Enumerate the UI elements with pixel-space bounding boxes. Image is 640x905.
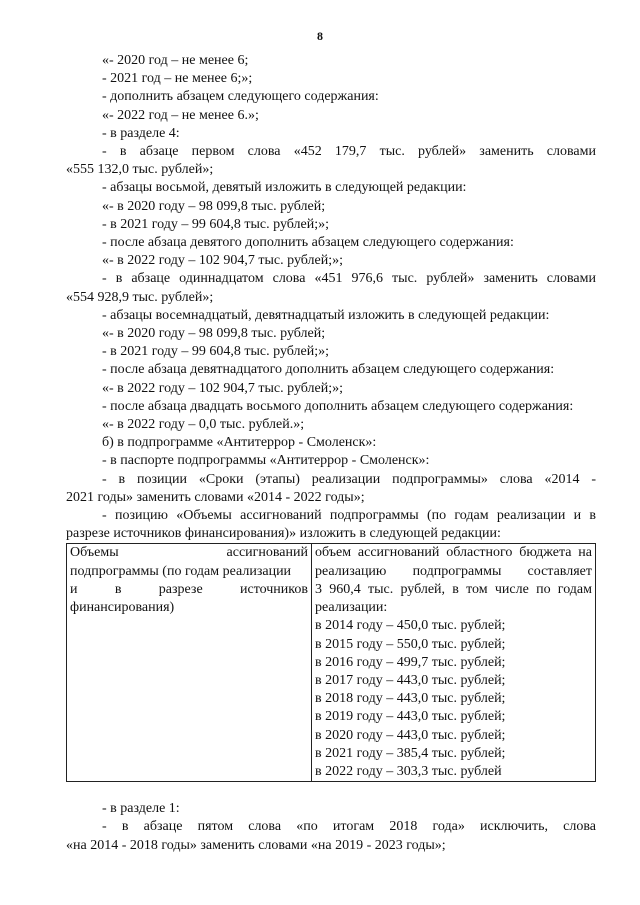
table-value-line: в 2021 году – 385,4 тыс. рублей; bbox=[315, 745, 506, 761]
paragraph: «- в 2020 году – 98 099,8 тыс. рублей; bbox=[102, 198, 326, 214]
paragraph: - после абзаца двадцать восьмого дополнить абзацем следующего содержания: bbox=[102, 398, 574, 414]
paragraph: - в абзаце пятом слова «по итогам 2018 года» исключить, слова bbox=[102, 819, 596, 835]
paragraph: - в 2021 году – 99 604,8 тыс. рублей;»; bbox=[102, 344, 330, 360]
table-value-line: в 2015 году – 550,0 тыс. рублей; bbox=[315, 636, 506, 652]
paragraph: «- в 2022 году – 0,0 тыс. рублей.»; bbox=[102, 417, 305, 433]
paragraph: - после абзаца девятнадцатого дополнить абзацем следующего содержания: bbox=[102, 362, 555, 378]
paragraph: «554 928,9 тыс. рублей»; bbox=[66, 289, 214, 305]
paragraph: - в разделе 1: bbox=[102, 801, 180, 817]
table-value-line: в 2022 году – 303,3 тыс. рублей bbox=[315, 763, 502, 779]
table-label-cell bbox=[67, 544, 312, 782]
table-value-line: реализации: bbox=[315, 600, 388, 616]
table-value-line: в 2017 году – 443,0 тыс. рублей; bbox=[315, 672, 506, 688]
table-value-line: в 2014 году – 450,0 тыс. рублей; bbox=[315, 618, 506, 634]
table-label-line: и в разрезе источников bbox=[70, 581, 308, 597]
paragraph: «- 2022 год – не менее 6.»; bbox=[102, 107, 259, 123]
paragraph: - в разделе 4: bbox=[102, 125, 180, 141]
table-value-line: в 2019 году – 443,0 тыс. рублей; bbox=[315, 709, 506, 725]
table-value-line: реализацию подпрограммы составляет bbox=[315, 563, 592, 579]
paragraph: разрезе источников финансирования)» изложить в следующей редакции: bbox=[66, 526, 501, 542]
paragraph: - в позиции «Сроки (этапы) реализации подпрограммы» слова «2014 - bbox=[102, 471, 596, 487]
paragraph: б) в подпрограмме «Антитеррор - Смоленск»: bbox=[102, 435, 377, 451]
paragraph: - 2021 год – не менее 6;»; bbox=[102, 71, 253, 87]
paragraph: «на 2014 - 2018 годы» заменить словами «на 2019 - 2023 годы»; bbox=[66, 837, 446, 853]
paragraph: «555 132,0 тыс. рублей»; bbox=[66, 162, 214, 178]
paragraph: «- в 2022 году – 102 904,7 тыс. рублей;»; bbox=[102, 380, 344, 396]
table-label-line: финансирования) bbox=[70, 600, 175, 616]
allocation-table bbox=[66, 543, 596, 782]
table-label-line: Объемы ассигнований bbox=[70, 545, 308, 561]
paragraph: - в абзаце одиннадцатом слова «451 976,6 тыс. рублей» заменить словами bbox=[102, 271, 596, 287]
paragraph: - в паспорте подпрограммы «Антитеррор - Смоленск»: bbox=[102, 453, 430, 469]
paragraph: - в абзаце первом слова «452 179,7 тыс. рублей» заменить словами bbox=[102, 144, 596, 160]
table-value-line: в 2020 году – 443,0 тыс. рублей; bbox=[315, 727, 506, 743]
document-body bbox=[66, 52, 596, 855]
paragraph: «- в 2022 году – 102 904,7 тыс. рублей;»; bbox=[102, 253, 344, 269]
page-number: 8 bbox=[317, 29, 323, 43]
paragraph: - абзацы восемнадцатый, девятнадцатый изложить в следующей редакции: bbox=[102, 307, 550, 323]
paragraph: - в 2021 году – 99 604,8 тыс. рублей;»; bbox=[102, 216, 330, 232]
table-value-line: 3 960,4 тыс. рублей, в том числе по годам bbox=[315, 581, 592, 597]
paragraph: - абзацы восьмой, девятый изложить в следующей редакции: bbox=[102, 180, 467, 196]
table-value-line: в 2018 году – 443,0 тыс. рублей; bbox=[315, 691, 506, 707]
table-label-line: подпрограммы (по годам реализации bbox=[70, 563, 292, 579]
paragraph: «- в 2020 году – 98 099,8 тыс. рублей; bbox=[102, 326, 326, 342]
table-value-cell bbox=[312, 544, 596, 782]
table-value-line: в 2016 году – 499,7 тыс. рублей; bbox=[315, 654, 506, 670]
table-row bbox=[67, 544, 596, 782]
paragraph: - после абзаца девятого дополнить абзацем следующего содержания: bbox=[102, 235, 514, 251]
spacer bbox=[66, 782, 596, 800]
paragraph: - дополнить абзацем следующего содержания: bbox=[102, 89, 379, 105]
paragraph: «- 2020 год – не менее 6; bbox=[102, 53, 249, 68]
table-value-line: объем ассигнований областного бюджета на bbox=[315, 545, 592, 561]
paragraph: 2021 годы» заменить словами «2014 - 2022 годы»; bbox=[66, 489, 365, 505]
paragraph: - позицию «Объемы ассигнований подпрограммы (по годам реализации и в bbox=[102, 508, 596, 524]
